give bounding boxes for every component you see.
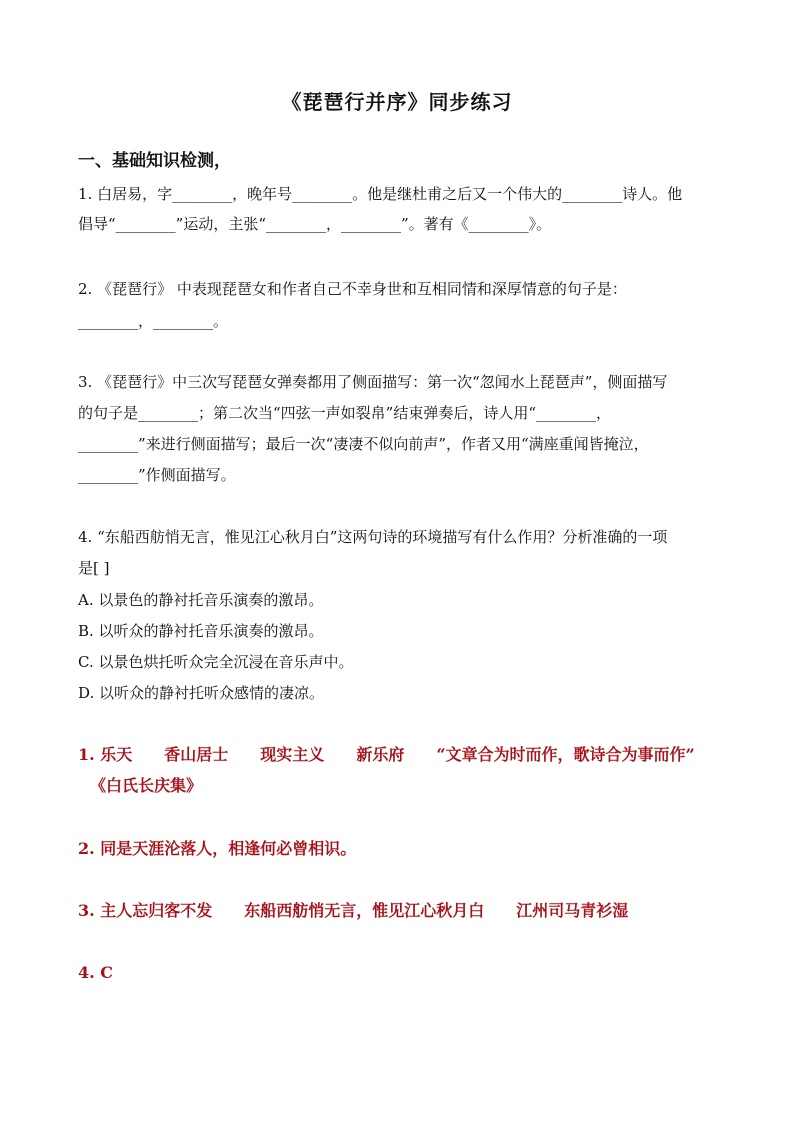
question-4-option-b: B. 以听众的静衬托音乐演奏的激昂。 bbox=[78, 622, 324, 640]
answer-1-item: 现实主义 bbox=[260, 745, 325, 764]
answer-2: 2. 同是天涯沦落人，相逢何必曾相识。 bbox=[78, 839, 357, 858]
section-heading: 一、基础知识检测， bbox=[78, 151, 231, 171]
question-4-option-d: D. 以听众的静衬托听众感情的凄凉。 bbox=[78, 684, 325, 702]
answer-1-item: 新乐府 bbox=[356, 745, 405, 764]
answer-3-number: 3. 主人忘归客不发 bbox=[78, 901, 213, 920]
question-3-line-4: ________”作侧面描写。 bbox=[78, 466, 236, 484]
answer-1-number: 1. 乐天 bbox=[78, 745, 133, 764]
answer-1-line-1 bbox=[78, 745, 695, 765]
question-1-line-1: 1. 白居易，字________，晚年号________。他是继杜甫之后又一个伟大的________诗人。他 bbox=[78, 185, 683, 203]
question-1-line-2: 倡导“________”运动，主张“________，________”。著有《________》。 bbox=[78, 215, 552, 233]
answer-1-line-2: 《白氏长庆集》 bbox=[90, 776, 203, 795]
question-4-stem-line-2: 是[ ] bbox=[78, 559, 110, 577]
question-3-line-1: 3. 《琵琶行》中三次写琵琶女弹奏都用了侧面描写：第一次“忽闻水上琵琶声”，侧面描写 bbox=[78, 373, 668, 391]
answer-1-item: 香山居士 bbox=[164, 745, 229, 764]
answer-1-item: “文章合为时而作，歌诗合为事而作” bbox=[436, 745, 695, 764]
answer-3 bbox=[78, 901, 628, 921]
answer-3-item: 东船西舫悄无言，惟见江心秋月白 bbox=[244, 901, 485, 920]
question-2-line-1: 2. 《琵琶行》 中表现琵琶女和作者自己不幸身世和互相同情和深厚情意的句子是： bbox=[78, 280, 627, 298]
question-3-line-2: 的句子是________；第二次当“四弦一声如裂帛”结束弹奏后，诗人用“________， bbox=[78, 404, 612, 422]
question-3-line-3: ________”来进行侧面描写；最后一次“凄凄不似向前声”，作者又用“满座重闻皆掩泣， bbox=[78, 435, 649, 453]
answer-4: 4. C bbox=[78, 963, 114, 982]
question-4-option-c: C. 以景色烘托听众完全沉浸在音乐声中。 bbox=[78, 653, 354, 671]
answer-3-item: 江州司马青衫湿 bbox=[516, 901, 629, 920]
question-2-line-2: ________，________。 bbox=[78, 312, 229, 330]
page-title: 《琵琶行并序》同步练习 bbox=[281, 90, 513, 114]
question-4-option-a: A. 以景色的静衬托音乐演奏的激昂。 bbox=[78, 591, 324, 609]
question-4-stem-line-1: 4. “东船西舫悄无言，惟见江心秋月白”这两句诗的环境描写有什么作用？分析准确的一项 bbox=[78, 528, 668, 546]
